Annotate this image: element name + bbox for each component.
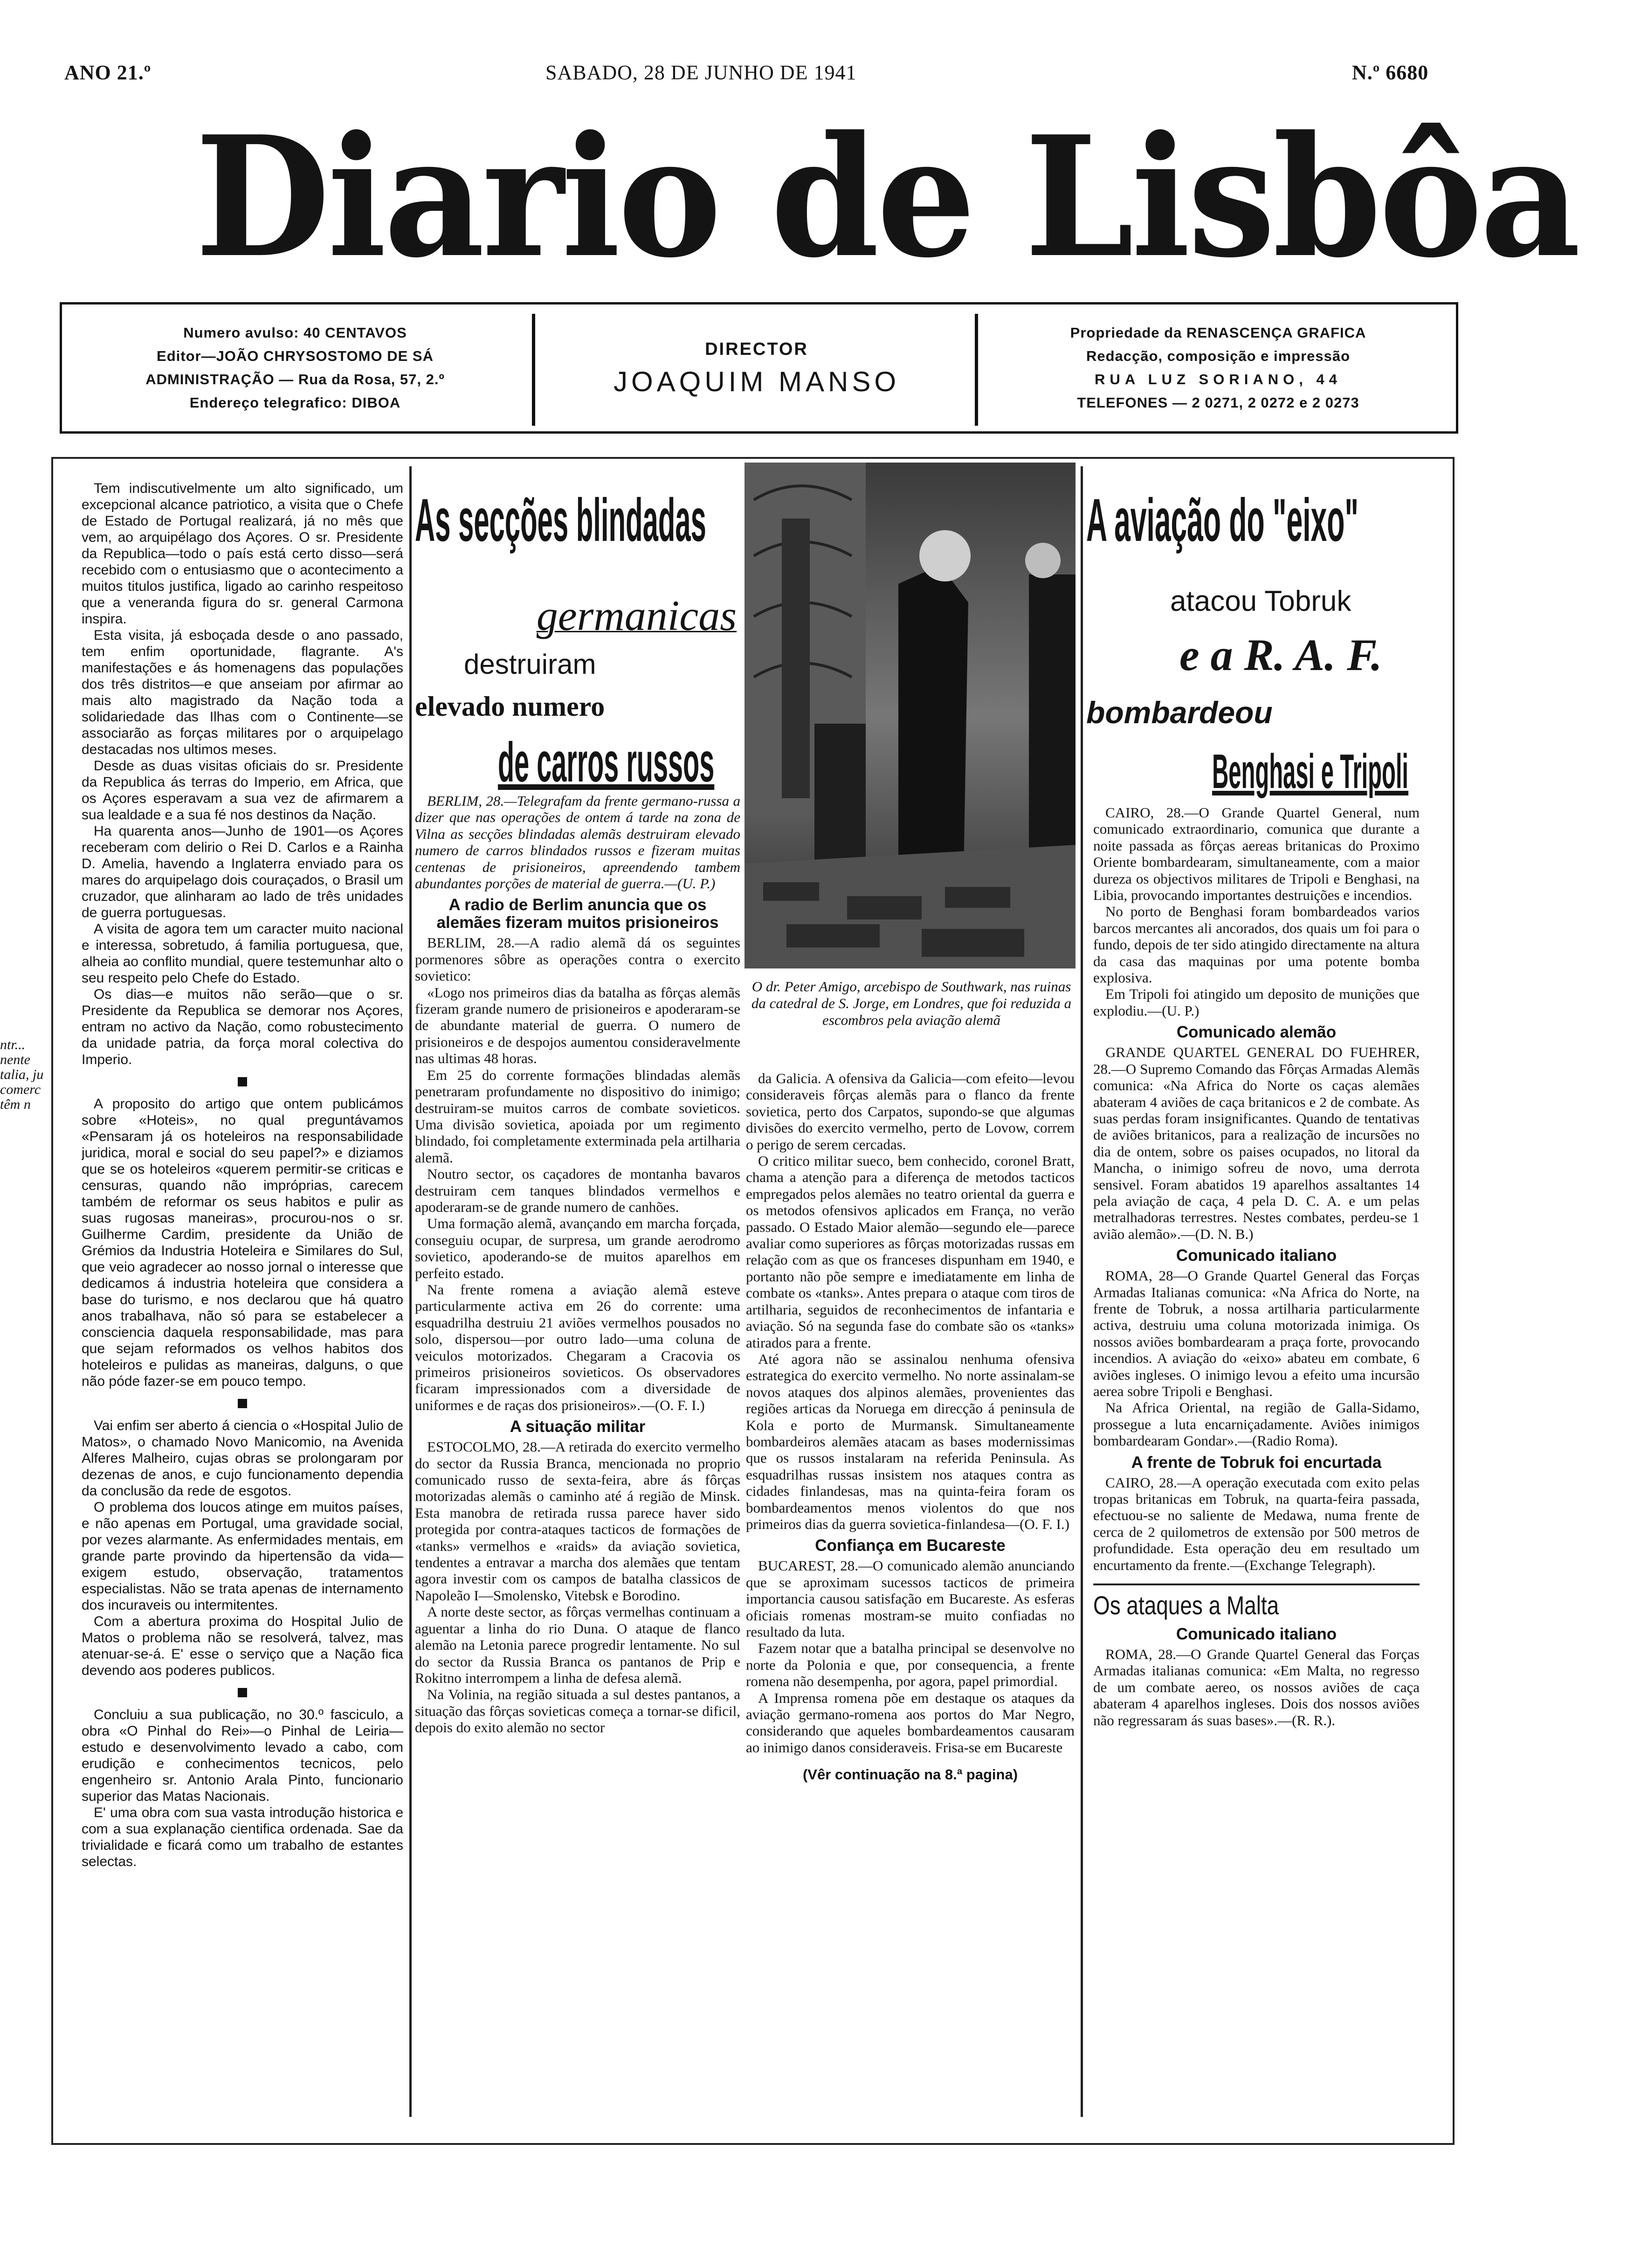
headline-block-aviation <box>1086 485 1422 816</box>
subheading: Confiança em Bucareste <box>815 1536 1006 1555</box>
paragraph: Tem indiscutivelmente um alto significado, um excepcional alcance patriotico, a visita que o Chefe de Estado de Portugal realizará, já no mês que vem, ao arquipélago dos Açores. O sr. Presidente da Republica—todo o país está certo disso—será recebido com o entusiasmo que o acontecimento a muitos titulos justifica, ligado ao carinho respeitoso que a veneranda figura do sr. general Carmona inspira. <box>82 481 403 627</box>
paragraph: Concluiu a sua publicação, no 30.º fasciculo, a obra «O Pinhal do Rei»—o Pinhal de Leiria—estudo e desenvolvimento levado a cabo, com erudição e conhecimentos tecnicos, pelo engenheiro sr. Antonio Arala Pinto, funcionario superior das Matas Nacionais. <box>82 1707 403 1804</box>
headline-line: destruiram <box>464 649 596 680</box>
paragraph: ESTOCOLMO, 28.—A retirada do exercito vermelho do sector da Russia Branca, mencionada no proprio comunicado russo de sexta-feira, abre ás fôrças motorizadas alemãs o caminho até á região de Minsk. Esta manobra de retirada russa parece haver sido protegida por contra-ataques tacticos de formações de «tanks» vermelhos e «raids» da aviação sovietica, tendentes a entravar a marcha dos alemães que tentam agora investir com os campos de batalha classicos de Napoleão I—Smolensko, Vitebsk e Borodino. <box>415 1438 740 1604</box>
paragraph: A norte deste sector, as fôrças vermelhas continuam a aguentar a linha do rio Duna. O ataque de flanco alemão na Letonia parece progredir lentamente. No sul do sector da Russia Branca os pantanos de Prip e Rokitno interrompem a linha de defesa alemã. <box>415 1604 740 1686</box>
paragraph: Esta visita, já esboçada desde o ano passado, tem enfim oportunidade, flagrante. A's manifestações e ás homenagens das populações dos três distritos—e que anseiam por afirmar ao mais alto magistrado da Nação toda a solidariedade das Ilhas com o Continente—se associarão as forças militares por o arquipelago destacadas nos ultimos meses. <box>82 628 403 757</box>
owner-line: Propriedade da RENASCENÇA GRAFICA <box>1070 325 1366 341</box>
headline-line: e a R. A. F. <box>1179 630 1382 680</box>
margin-fragment: ntr... <box>0 1037 26 1052</box>
paragraph: da Galicia. A ofensiva da Galicia—com efeito—levou consideraveis fôrças alemãs para o flanco da frente sovietica, perto dos Carpatos, supondo-se que algumas divisões do exercito vermelho, perto de Lovow, correm o perigo de serem cercadas. <box>746 1070 1075 1153</box>
paragraph: Fazem notar que a batalha principal se desenvolve no norte da Polonia e que, por consequencia, a frente romena não desempenha, por agora, papel primordial. <box>746 1640 1075 1690</box>
address-line: RUA LUZ SORIANO, 44 <box>1095 371 1342 387</box>
paragraph: Noutro sector, os caçadores de montanha bavaros destruiram cem tanques blindados vermelhos e apoderaram-se de grande numero de canhões. <box>415 1166 740 1215</box>
paragraph: Na Volinia, na região situada a sul destes pantanos, a situação das fôrças sovieticas começa a tornar-se dificil, depois do exito alemão no sector <box>415 1686 740 1736</box>
archbishop-photo <box>745 463 1076 968</box>
article-aviation-column <box>1093 804 1420 2105</box>
paragraph: Na Africa Oriental, na região de Galla-Sidamo, prossegue a luta encarniçadamente. Aviões inimigos bombardearam Gondar».—(Radio Roma). <box>1093 1399 1420 1449</box>
director-name: JOAQUIM MANSO <box>613 366 900 397</box>
paragraph: Até agora não se assinalou nenhuma ofensiva estrategica do exercito vermelho. No norte assinalam-se novos ataques dos alpinos alemães, provenientes das regiões articas da Noruega em direcção á peninsula de Kola e porto de Murmansk. Simultaneamente bombardeiros alemães atacam as bases modernissimas que os russos instalaram na referida Peninsula. As esquadrilhas russas insistem nos ataques contra as cidades finlandesas, mas na quinta-feira foram os bombardeamentos menos violentos do que nos primeiros dias da guerra sovietica-finlandesa—(O. F. I.) <box>746 1350 1075 1532</box>
headline-line: Benghasi e Tripoli <box>1212 745 1408 799</box>
paragraph: BUCAREST, 28.—O comunicado alemão anunciando que se aproximam sucessos tacticos de primeira importancia causou satisfação em Bucareste. As esferas oficiais romenas mostram-se muito confiadas no resultado da luta. <box>746 1557 1075 1640</box>
paragraph: A Imprensa romena põe em destaque os ataques da aviação germano-romena aos portos do Mar Negro, considerando que aqueles bombardeamentos causaram ao inimigo danos consideraveis. Frisa-se em Bucareste <box>746 1689 1075 1756</box>
article-continuation-column <box>746 1070 1075 2103</box>
headline-line: As secções blindadas <box>415 486 706 554</box>
lead-paragraph: BERLIM, 28.—Telegrafam da frente germano-russa a dizer que nas operações de ontem á tarde na zona de Vilna as secções blindadas alemãs destruiram elevado numero de carros blindados russos e fizeram muitas centenas de prisioneiros, apreendendo tambem abundantes porções de material de guerra.—(U. P.) <box>415 793 740 892</box>
paragraph: GRANDE QUARTEL GENERAL DO FUEHRER, 28.—O Supremo Comando das Fôrças Armadas Alemãs comunica: «Na Africa do Norte os caças alemães abateram 4 aviões de caça britanicos e 2 de combate. As suas perdas foram insignificantes. Quando de tentativas de aviões britanicos, para a realização de incursões no dia de ontem, sobre os paises ocupados, no litoral da Mancha, o inimigo sofreu de novo, uma derrota sensivel. Foram abatidos 19 aparelhos assaltantes 14 pela aviação de caça, 4 pela D. C. A. e um pelas metralhadoras terrestres. Nestes combates, perdeu-se 1 avião alemão».—(D. N. B.) <box>1093 1044 1420 1242</box>
phones-line: TELEFONES — 2 0271, 2 0272 e 2 0273 <box>1077 394 1359 411</box>
administration-line: ADMINISTRAÇÃO — Rua da Rosa, 57, 2.º <box>145 371 445 387</box>
printing-line: Redacção, composição e impressão <box>1086 348 1351 364</box>
continuation-note: (Vêr continuação na 8.ª pagina) <box>802 1766 1018 1783</box>
year-label: ANO 21.º <box>64 61 152 84</box>
issue-date: SABADO, 28 DE JUNHO DE 1941 <box>545 61 857 84</box>
masthead-title: Diario de Lisbôa <box>195 100 1579 294</box>
column-rule <box>1081 466 1083 2117</box>
info-right <box>985 304 1451 431</box>
paragraph: Em 25 do corrente formações blindadas alemãs penetraram profundamente no dispositivo do inimigo; destruiram-se muitos carros de combate sovieticos. Uma divisão sovietica, apoiada por um regimento blindado, foi completamente exterminada pela artilharia alemã. <box>415 1066 740 1166</box>
paragraph: O critico militar sueco, bem conhecido, coronel Bratt, chama a atenção para a diferença de metodos tacticos empregados pelos alemães no teatro oriental da guerra e os metodos ofensivos aplicados em França, no verão passado. O Estado Maior alemão—segundo ele—parece avaliar como superiores as fôrças motorizadas russas em relação com as que os franceses dispunham em 1940, e portanto não põe sempre e imediatamente em linha de combate os «tanks». Antes prepara o ataque com tiros de artilharia, seguidos de reconhecimentos de infantaria e aviação. Só na segunda fase do combate são os «tanks» atirados para a frente. <box>746 1153 1075 1351</box>
info-divider <box>532 314 535 426</box>
info-center <box>542 304 971 431</box>
subheading: A situação militar <box>510 1418 646 1436</box>
paragraph: No porto de Benghasi foram bombardeados varios barcos mercantes ali ancorados, dos quais um foi para o fundo, depois de ter sido atingido directamente na altura da casa das maquinas por uma potente bomba explosiva. <box>1093 903 1420 986</box>
editor-line: Editor—JOÃO CHRYSOSTOMO DE SÁ <box>157 348 434 364</box>
section-heading: Os ataques a Malta <box>1093 1590 1279 1620</box>
margin-fragment: comerc <box>0 1082 41 1097</box>
headline-line: atacou Tobruk <box>1170 585 1351 617</box>
paragraph: CAIRO, 28.—O Grande Quartel General, num comunicado extraordinario, comunica que durante a noite passada as fôrças aereas britanicas do Proximo Oriente bombardearam, simultaneamente, com a maior dureza os objectivos militares de Tripoli e Benghasi, na Libia, provocando importantes destruições e incendios. <box>1093 804 1420 904</box>
paragraph: Os dias—e muitos não serão—que o sr. Presidente da Republica se demorar nos Açores, entram no activo da Nação, como robustecimento da unidade patria, da força moral colectiva do Imperio. <box>82 987 403 1067</box>
margin-fragment: talia, ju <box>0 1067 44 1082</box>
headline-line: de carros russos <box>498 731 715 794</box>
subheading: A radio de Berlim anuncia que os alemães fizeram muitos prisioneiros <box>436 896 719 932</box>
paragraph: Uma formação alemã, avançando em marcha forçada, conseguiu ocupar, de surpresa, um grande aerodromo sovietico, apoderando-se de muitos aparelhos em perfeito estado. <box>415 1215 740 1281</box>
paragraph: «Logo nos primeiros dias da batalha as fôrças alemãs fizeram grande numero de prisioneiros e apoderaram-se de abundante material de guerra. O numero de prisioneiros e de despojos aumentou consideravelmente nas ultimas 48 horas. <box>415 984 740 1067</box>
subheading: A frente de Tobruk foi encurtada <box>1131 1453 1382 1472</box>
headline-line: elevado numero <box>415 691 605 722</box>
column-rule <box>409 466 412 2117</box>
issue-number: N.º 6680 <box>1352 61 1429 84</box>
director-label: DIRECTOR <box>705 339 808 359</box>
paragraph: Vai enfim ser aberto á ciencia o «Hospital Julio de Matos», o chamado Novo Manicomio, na Avenida Alferes Malheiro, cujas obras se prolongaram por dezenas de anos, e cujo funcionamento dependia da conclusão da rede de esgotos. <box>82 1418 403 1499</box>
section-square-ornament <box>238 1077 247 1086</box>
margin-fragment: nente <box>0 1052 30 1067</box>
paragraph: A proposito do artigo que ontem publicámos sobre «Hoteis», no qual preguntávamos «Pensaram já os hoteleiros na responsabilidade juridica, moral e social do seu papel?» e diziamos que se os hoteleiros «querem permitir-se criticas e censuras, quando não impróprias, carecem também de reformar os seus habitos e pulir as suas rugosas maneiras», procurou-nos o sr. Guilherme Cardim, presidente da União de Grémios da Industria Hoteleira e Similares do Sul, que veio agradecer ao nosso jornal o interesse que dedicamos á industria hoteleira que considera a base do turismo, e nos declarou que há quatro anos trabalhava, não só para se estabelecer a consciencia daquela responsabilidade, mas para que sejam reformados os velhos habitos dos hoteleiros e pulidas as maneiras, dalguns, o que não póde fazer-se em pouco tempo. <box>82 1096 403 1389</box>
info-divider <box>975 314 978 426</box>
photo-caption: O dr. Peter Amigo, arcebispo de Southwark, nas ruinas da catedral de S. Jorge, em Londres, que foi reduzida a escombros pela aviação alemã <box>751 978 1072 1028</box>
section-divider <box>1093 1583 1420 1585</box>
article-russia-column <box>415 793 740 2103</box>
telegraph-line: Endereço telegrafico: DIBOA <box>189 394 401 411</box>
paragraph: A visita de agora tem um caracter muito nacional e interessa, sobretudo, á familia portuguesa, que, alheia ao conflito mundial, quere testemunhar alto o seu respeito pelo Chefe do Estado. <box>82 921 403 986</box>
headline-line: A aviação do "eixo" <box>1086 486 1358 554</box>
paragraph: Desde as duas visitas oficiais do sr. Presidente da Republica ás terras do Imperio, em Africa, que os Açores esperavam a sua vez de afirmarem a sua lealdade e a sua fé nos destinos da Nação. <box>82 758 403 823</box>
subheading: Comunicado italiano <box>1176 1246 1337 1265</box>
paragraph: O problema dos loucos atinge em muitos países, e não apenas em Portugal, uma gravidade social, por vezes alarmante. As enfermidades mentais, em grande parte provindo da hipertensão da vida—exigem estudo, observação, tratamentos especialistas. Não se trata apenas de internamento dos incuraveis ou intermitentes. <box>82 1500 403 1613</box>
section-square-ornament <box>238 1688 247 1697</box>
paragraph: E' uma obra com sua vasta introdução historica e com a sua explanação cientifica ordenada. Sae da trivialidade e ficará como um trabalho de estantes selectas. <box>82 1805 403 1869</box>
headline-line: germanicas <box>536 592 737 639</box>
paragraph: CAIRO, 28.—A operação executada com exito pelas tropas britanicas em Tobruk, na quarta-feira passada, efectuou-se no saliente de Medawa, numa frente de cerca de 2 quilometros de extensão por 500 metros de profundidade. Esta operação deu em resultado um encurtamento da frente.—(Exchange Telegraph). <box>1093 1474 1420 1573</box>
paragraph: Com a abertura proxima do Hospital Julio de Matos o problema não se resolverá, talvez, mas atenuar-se-á. E' esse o serviço que a Nação fica devendo aos poderes publicos. <box>82 1614 403 1678</box>
paragraph: ROMA, 28—O Grande Quartel General das Forças Armadas Italianas comunica: «Na Africa do Norte, na frente de Tobruk, a nossa artilharia particularmente activa, destruiu uma coluna motorizada inimiga. Os nossos aviões bombardearam a praça forte, provocando incendios. A aviação do «eixo» abateu em combate, 6 aviões ingleses. O inimigo levou a efeito uma incursão aerea sobre Tripoli e Benghasi. <box>1093 1267 1420 1399</box>
paragraph: ROMA, 28.—O Grande Quartel General das Forças Armadas italianas comunica: «Em Malta, no regresso de um combate aereo, os nossos aviões de caça abateram 4 aparelhos ingleses. Dois dos nossos aviões não regressaram ás suas bases».—(R. R.). <box>1093 1646 1420 1729</box>
headline-block-russia <box>415 485 741 793</box>
paragraph: Em Tripoli foi atingido um deposito de munições que explodiu.—(U. P.) <box>1093 986 1420 1019</box>
info-left <box>62 304 528 431</box>
subheading: Comunicado italiano <box>1176 1625 1337 1644</box>
section-square-ornament <box>238 1399 247 1408</box>
margin-fragment: têm n <box>0 1097 31 1112</box>
photo-image <box>745 463 1076 968</box>
editorial-column <box>82 480 403 2103</box>
paragraph: BERLIM, 28.—A radio alemã dá os seguintes pormenores sôbre as operações contra o exercito sovietico: <box>415 934 740 984</box>
info-box <box>60 302 1458 434</box>
margin-fragments <box>0 1037 51 1112</box>
paragraph: Ha quarenta anos—Junho de 1901—os Açores receberam com delirio o Rei D. Carlos e a Rainha D. Amelia, havendo a Inglaterra enviado para os mares do arquipelago dois couraçados, o Brasil um cruzador, que alinharam ao lado de três unidades de guerra portuguesas. <box>82 823 403 920</box>
subheading: Comunicado alemão <box>1176 1023 1337 1042</box>
price-line: Numero avulso: 40 CENTAVOS <box>183 325 407 341</box>
headline-line: bombardeou <box>1086 695 1273 730</box>
paragraph: Na frente romena a aviação alemã esteve particularmente activa em 26 do corrente: uma esquadrilha destruiu 21 aviões vermelhos pousados no solo, dispersou—por outro lado—uma coluna de veiculos motorizados. Chegaram a Cracovia os primeiros prisioneiros sovieticos. Os observadores ficaram impressionados com a diversidade de uniformes e de raças dos prisioneiros».—(O. F. I.) <box>415 1281 740 1413</box>
